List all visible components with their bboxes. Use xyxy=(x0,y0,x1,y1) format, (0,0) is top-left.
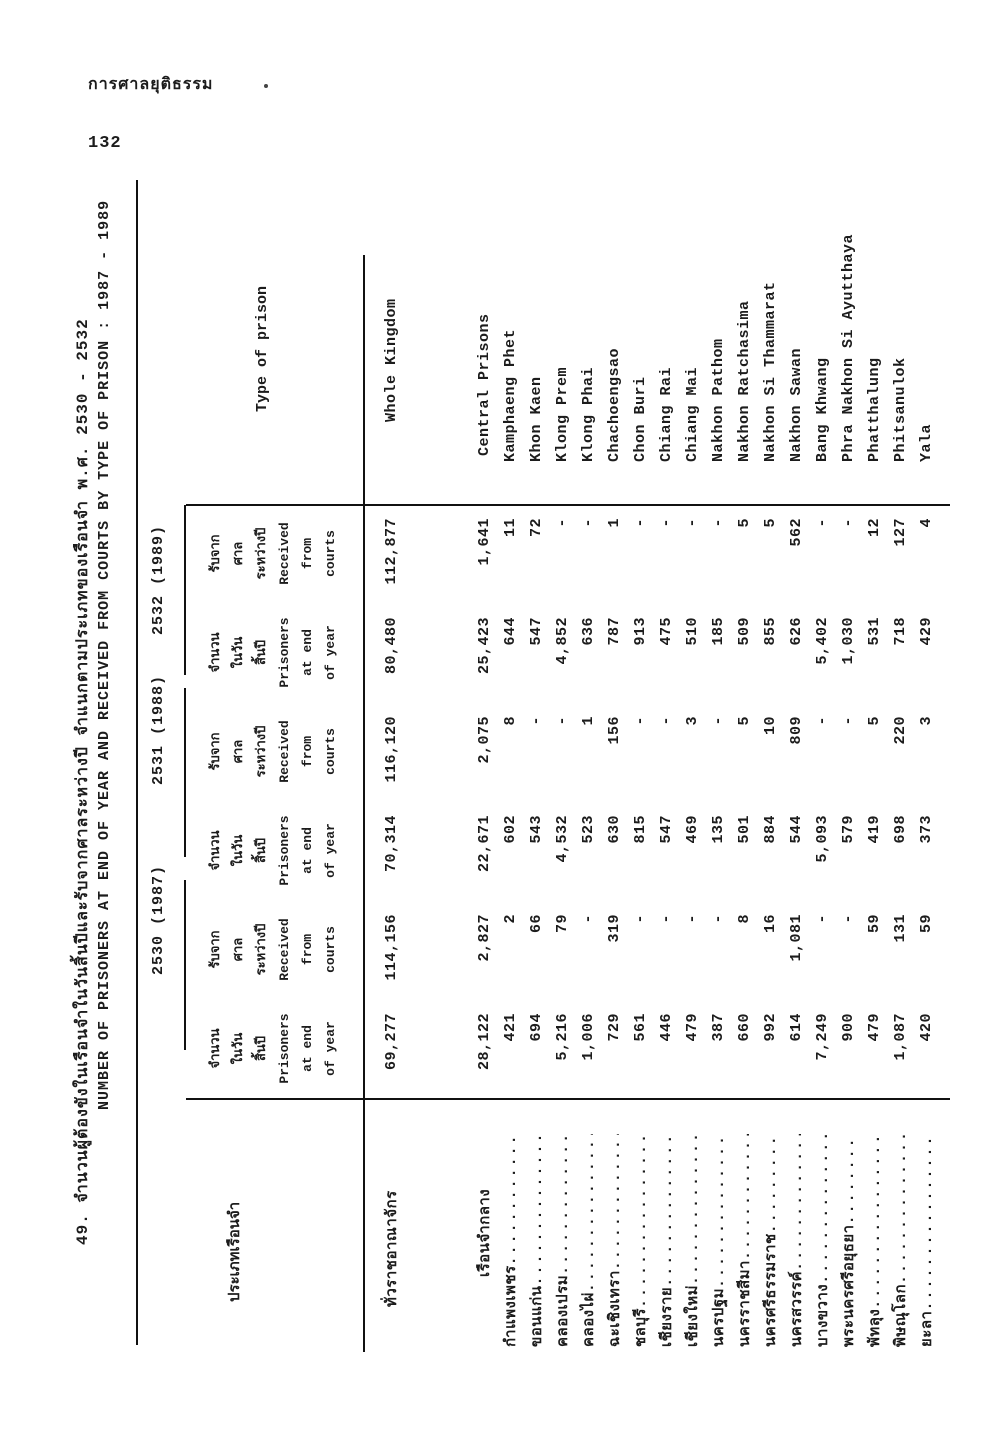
value-2531-received: 156 xyxy=(605,716,623,745)
value-2530-prisoners: 561 xyxy=(631,1013,649,1042)
prison-name-thai: พิษณุโลก ..... xyxy=(888,1100,912,1430)
value-2530-prisoners: 420 xyxy=(917,1013,935,1042)
value-2531-received: 3 xyxy=(917,716,935,726)
prison-name-english: Kamphaeng Phet xyxy=(501,328,519,462)
prison-name-thai: ฉะเชิงเทรา ..... xyxy=(602,1100,626,1430)
value-2532-received: 12 xyxy=(865,518,883,538)
table-row xyxy=(549,180,575,1430)
value-2532-received: 4 xyxy=(917,518,935,528)
value-2530-prisoners: 694 xyxy=(527,1013,545,1042)
year-underline-2530 xyxy=(184,880,186,1050)
value-2532-received: - xyxy=(839,518,857,528)
table-row xyxy=(809,180,835,1430)
prison-name-thai: นครปฐม ..... xyxy=(706,1100,730,1430)
year-header-2531: 2531 (1988) xyxy=(150,674,167,786)
table-row xyxy=(497,180,523,1430)
value-2530-received: 1,081 xyxy=(787,914,805,962)
table-rows xyxy=(378,180,939,1430)
prison-name-thai: บางขวาง ..... xyxy=(810,1100,834,1430)
value-2532-prisoners: 185 xyxy=(709,617,727,646)
value-2530-prisoners: 5,216 xyxy=(553,1013,571,1061)
table-row xyxy=(705,180,731,1430)
table-row xyxy=(523,180,549,1430)
value-2530-received: - xyxy=(813,914,831,924)
value-2532-prisoners: 4,852 xyxy=(553,617,571,665)
table-row xyxy=(601,180,627,1430)
prison-name-english: Nakhon Si Thammarat xyxy=(761,281,779,462)
header-bottom-rule xyxy=(363,255,365,1352)
value-2531-received: - xyxy=(631,716,649,726)
dot-leader xyxy=(555,1134,572,1275)
value-2531-prisoners: 523 xyxy=(579,815,597,844)
prison-name-thai: เชียงใหม่ ..... xyxy=(680,1100,704,1430)
value-2532-received: 1 xyxy=(605,518,623,528)
table-row xyxy=(575,180,601,1430)
prison-name-thai: คลองเปรม ..... xyxy=(550,1100,574,1430)
value-2530-prisoners: 729 xyxy=(605,1013,623,1042)
value-2530-prisoners: 479 xyxy=(865,1013,883,1042)
colhead-2530-received: รับจาก ศาล ระหว่างปี Received from courts xyxy=(208,918,338,981)
table-row xyxy=(861,180,887,1430)
dot-leader xyxy=(607,1134,624,1270)
value-2532-prisoners: 531 xyxy=(865,617,883,646)
value-2530-received: 2 xyxy=(501,914,519,924)
colhead-2532-received: รับจาก ศาล ระหว่างปี Received from courts xyxy=(208,522,338,585)
prison-name-thai: ยะลา ..... xyxy=(914,1100,938,1430)
page-header-thai: การศาลยุติธรรม xyxy=(88,76,214,94)
value-2531-received: 220 xyxy=(891,716,909,745)
value-2530-prisoners: 446 xyxy=(657,1013,675,1042)
value-2530-received: 114,156 xyxy=(382,914,400,981)
prison-name-english: Nakhon Ratchasima xyxy=(735,300,753,462)
table-row xyxy=(757,180,783,1430)
value-2532-received: 112,877 xyxy=(382,518,400,585)
value-2532-received: 11 xyxy=(501,518,519,538)
value-2531-received: 1 xyxy=(579,716,597,726)
prison-name-thai: กำแพงเพชร ..... xyxy=(498,1100,522,1430)
dot-leader xyxy=(815,1134,832,1284)
value-2531-received: 5 xyxy=(865,716,883,726)
value-2530-prisoners: 69,277 xyxy=(382,1013,400,1071)
table-row xyxy=(653,180,679,1430)
value-2531-prisoners: 884 xyxy=(761,815,779,844)
prison-name-thai: เชียงราย ..... xyxy=(654,1100,678,1430)
dot-leader xyxy=(581,1134,598,1292)
value-2530-received: 2,827 xyxy=(475,914,493,962)
table-row xyxy=(887,180,913,1430)
value-2531-prisoners: 630 xyxy=(605,815,623,844)
stub-header-english: Type of prison xyxy=(254,285,271,412)
prison-name-thai: ขอนแก่น ..... xyxy=(524,1100,548,1430)
prison-name-english: Whole Kingdom xyxy=(382,298,400,422)
value-2531-prisoners: 602 xyxy=(501,815,519,844)
value-2530-prisoners: 900 xyxy=(839,1013,857,1042)
value-2530-prisoners: 387 xyxy=(709,1013,727,1042)
value-2530-prisoners: 614 xyxy=(787,1013,805,1042)
value-2532-prisoners: 718 xyxy=(891,617,909,646)
value-2532-received: 5 xyxy=(735,518,753,528)
value-2532-prisoners: 626 xyxy=(787,617,805,646)
value-2531-received: - xyxy=(709,716,727,726)
value-2532-prisoners: 787 xyxy=(605,617,623,646)
value-2530-prisoners: 660 xyxy=(735,1013,753,1042)
prison-name-thai: พระนครศรีอยุธยา ..... xyxy=(836,1100,860,1430)
value-2531-prisoners: 815 xyxy=(631,815,649,844)
value-2531-received: 3 xyxy=(683,716,701,726)
value-2531-received: - xyxy=(553,716,571,726)
dot-leader xyxy=(711,1134,728,1288)
prison-name-thai: ชลบุรี ..... xyxy=(628,1100,652,1430)
value-2531-prisoners: 4,532 xyxy=(553,815,571,863)
dot-leader xyxy=(789,1134,806,1271)
prison-name-thai: ทั่วราชอาณาจักร xyxy=(384,1190,401,1307)
value-2531-prisoners: 501 xyxy=(735,815,753,844)
table-top-rule xyxy=(136,180,138,1345)
value-2530-received: 59 xyxy=(917,914,935,934)
value-2530-received: - xyxy=(631,914,649,924)
page-number: 132 xyxy=(88,134,122,153)
dot-leader xyxy=(763,1134,780,1233)
value-2531-prisoners: 469 xyxy=(683,815,701,844)
value-2530-prisoners: 1,006 xyxy=(579,1013,597,1061)
value-2531-received: 10 xyxy=(761,716,779,736)
value-2531-prisoners: 22,671 xyxy=(475,815,493,873)
value-2530-received: 16 xyxy=(761,914,779,934)
table-row xyxy=(679,180,705,1430)
prison-name-english: Phitsanulok xyxy=(891,357,909,462)
value-2532-received: - xyxy=(683,518,701,528)
value-2532-received: 1,641 xyxy=(475,518,493,566)
prison-name-thai: นครราชสีมา ..... xyxy=(732,1100,756,1430)
prison-name-thai: พัทลุง ..... xyxy=(862,1100,886,1430)
value-2532-prisoners: 510 xyxy=(683,617,701,646)
value-2532-prisoners: 547 xyxy=(527,617,545,646)
table-title-thai: 49. จำนวนผู้ต้องขังในเรือนจำในวันสิ้นปีและรับจากศาลระหว่างปี จำแนกตามประเภทของเรือนจำ พ.ศ. 2530 - 2532 xyxy=(74,318,92,1245)
value-2532-received: - xyxy=(631,518,649,528)
dot-leader xyxy=(919,1134,936,1311)
value-2531-prisoners: 70,314 xyxy=(382,815,400,873)
value-2530-received: - xyxy=(839,914,857,924)
value-2530-received: - xyxy=(709,914,727,924)
rotated-table xyxy=(70,180,970,1430)
value-2532-prisoners: 429 xyxy=(917,617,935,646)
prison-name-english: Bang Khwang xyxy=(813,357,831,462)
value-2531-prisoners: 135 xyxy=(709,815,727,844)
value-2532-prisoners: 80,480 xyxy=(382,617,400,675)
value-2530-prisoners: 992 xyxy=(761,1013,779,1042)
dot-leader xyxy=(633,1134,650,1308)
prison-name-thai: คลองไผ่ ..... xyxy=(576,1100,600,1430)
value-2532-prisoners: 855 xyxy=(761,617,779,646)
table-row xyxy=(913,180,939,1430)
value-2530-received: 66 xyxy=(527,914,545,934)
value-2531-prisoners: 5,093 xyxy=(813,815,831,863)
value-2530-prisoners: 1,087 xyxy=(891,1013,909,1061)
prison-name-english: Phra Nakhon Si Ayutthaya xyxy=(839,233,857,462)
table-row xyxy=(731,180,757,1430)
value-2531-prisoners: 373 xyxy=(917,815,935,844)
value-2530-received: 131 xyxy=(891,914,909,943)
value-2532-received: - xyxy=(579,518,597,528)
value-2530-prisoners: 28,122 xyxy=(475,1013,493,1071)
prison-name-english: Klong Phai xyxy=(579,366,597,462)
value-2530-received: - xyxy=(657,914,675,924)
value-2530-received: 79 xyxy=(553,914,571,934)
dot-leader xyxy=(529,1134,546,1285)
value-2532-received: 127 xyxy=(891,518,909,547)
value-2532-prisoners: 644 xyxy=(501,617,519,646)
prison-name-english: Phatthalung xyxy=(865,357,883,462)
value-2532-prisoners: 509 xyxy=(735,617,753,646)
prison-name-english: Nakhon Sawan xyxy=(787,347,805,462)
value-2530-received: - xyxy=(579,914,597,924)
prison-name-english: Khon Kaen xyxy=(527,376,545,462)
value-2532-prisoners: 636 xyxy=(579,617,597,646)
table-title-english: NUMBER OF PRISONERS AT END OF YEAR AND RECEIVED FROM COURTS BY TYPE OF PRISON : 1987 - 1989 xyxy=(96,199,113,1110)
value-2532-received: - xyxy=(709,518,727,528)
value-2530-prisoners: 421 xyxy=(501,1013,519,1042)
prison-name-thai: นครสวรรค์ ..... xyxy=(784,1100,808,1430)
colhead-2532-prisoners: จำนวน ในวัน สิ้นปี Prisoners at end of year xyxy=(208,617,338,688)
dot-leader xyxy=(737,1134,754,1260)
value-2531-received: 5 xyxy=(735,716,753,726)
value-2532-prisoners: 25,423 xyxy=(475,617,493,675)
dot-leader xyxy=(893,1134,910,1284)
prison-name-english: Chachoengsao xyxy=(605,347,623,462)
value-2531-prisoners: 698 xyxy=(891,815,909,844)
value-2531-received: 2,075 xyxy=(475,716,493,764)
colhead-2531-received: รับจาก ศาล ระหว่างปี Received from courts xyxy=(208,720,338,783)
value-2532-received: 562 xyxy=(787,518,805,547)
value-2531-prisoners: 419 xyxy=(865,815,883,844)
value-2530-received: 319 xyxy=(605,914,623,943)
table-row xyxy=(378,180,404,1430)
prison-name-thai: นครศรีธรรมราช ..... xyxy=(758,1100,782,1430)
value-2532-received: 5 xyxy=(761,518,779,528)
value-2531-received: - xyxy=(839,716,857,726)
prison-name-english: Klong Prem xyxy=(553,366,571,462)
prison-name-english: Chiang Rai xyxy=(657,366,675,462)
table-row xyxy=(471,180,497,1430)
year-header-2530: 2530 (1987) xyxy=(150,864,167,976)
prison-name-english: Nakhon Pathom xyxy=(709,338,727,462)
value-2531-prisoners: 579 xyxy=(839,815,857,844)
prison-name-english: Central Prisons xyxy=(475,313,493,456)
value-2530-prisoners: 7,249 xyxy=(813,1013,831,1061)
value-2532-prisoners: 5,402 xyxy=(813,617,831,665)
value-2531-received: - xyxy=(527,716,545,726)
value-2531-prisoners: 544 xyxy=(787,815,805,844)
stub-header-thai: ประเภทเรือนจำ xyxy=(227,1201,244,1302)
prison-name-english: Chon Buri xyxy=(631,376,649,462)
value-2530-received: - xyxy=(683,914,701,924)
year-header-2532: 2532 (1989) xyxy=(150,524,167,636)
scan-speck xyxy=(264,84,268,88)
table-row xyxy=(783,180,809,1430)
colhead-2530-prisoners: จำนวน ในวัน สิ้นปี Prisoners at end of year xyxy=(208,1013,338,1084)
value-2532-received: 72 xyxy=(527,518,545,538)
dot-leader xyxy=(841,1134,858,1224)
prison-name-english: Yala xyxy=(917,423,935,462)
value-2532-prisoners: 1,030 xyxy=(839,617,857,665)
value-2530-prisoners: 479 xyxy=(683,1013,701,1042)
value-2531-received: 8 xyxy=(501,716,519,726)
value-2532-received: - xyxy=(813,518,831,528)
value-2530-received: 8 xyxy=(735,914,753,924)
dot-leader xyxy=(503,1134,520,1265)
prison-name-english: Chiang Mai xyxy=(683,366,701,462)
value-2532-received: - xyxy=(657,518,675,528)
year-underline-2531 xyxy=(184,688,186,857)
value-2531-received: - xyxy=(813,716,831,726)
value-2531-prisoners: 547 xyxy=(657,815,675,844)
value-2531-received: - xyxy=(657,716,675,726)
table-row xyxy=(835,180,861,1430)
value-2531-received: 809 xyxy=(787,716,805,745)
year-underline-2532 xyxy=(184,505,186,675)
value-2531-received: 116,120 xyxy=(382,716,400,783)
value-2532-prisoners: 913 xyxy=(631,617,649,646)
value-2530-received: 59 xyxy=(865,914,883,934)
dot-leader xyxy=(685,1134,702,1285)
value-2532-prisoners: 475 xyxy=(657,617,675,646)
dot-leader xyxy=(659,1134,676,1287)
table-row xyxy=(627,180,653,1430)
value-2532-received: - xyxy=(553,518,571,528)
colhead-2531-prisoners: จำนวน ในวัน สิ้นปี Prisoners at end of year xyxy=(208,815,338,886)
prison-name-thai: เรือนจำกลาง xyxy=(477,1188,494,1277)
dot-leader xyxy=(867,1134,884,1309)
value-2531-prisoners: 543 xyxy=(527,815,545,844)
